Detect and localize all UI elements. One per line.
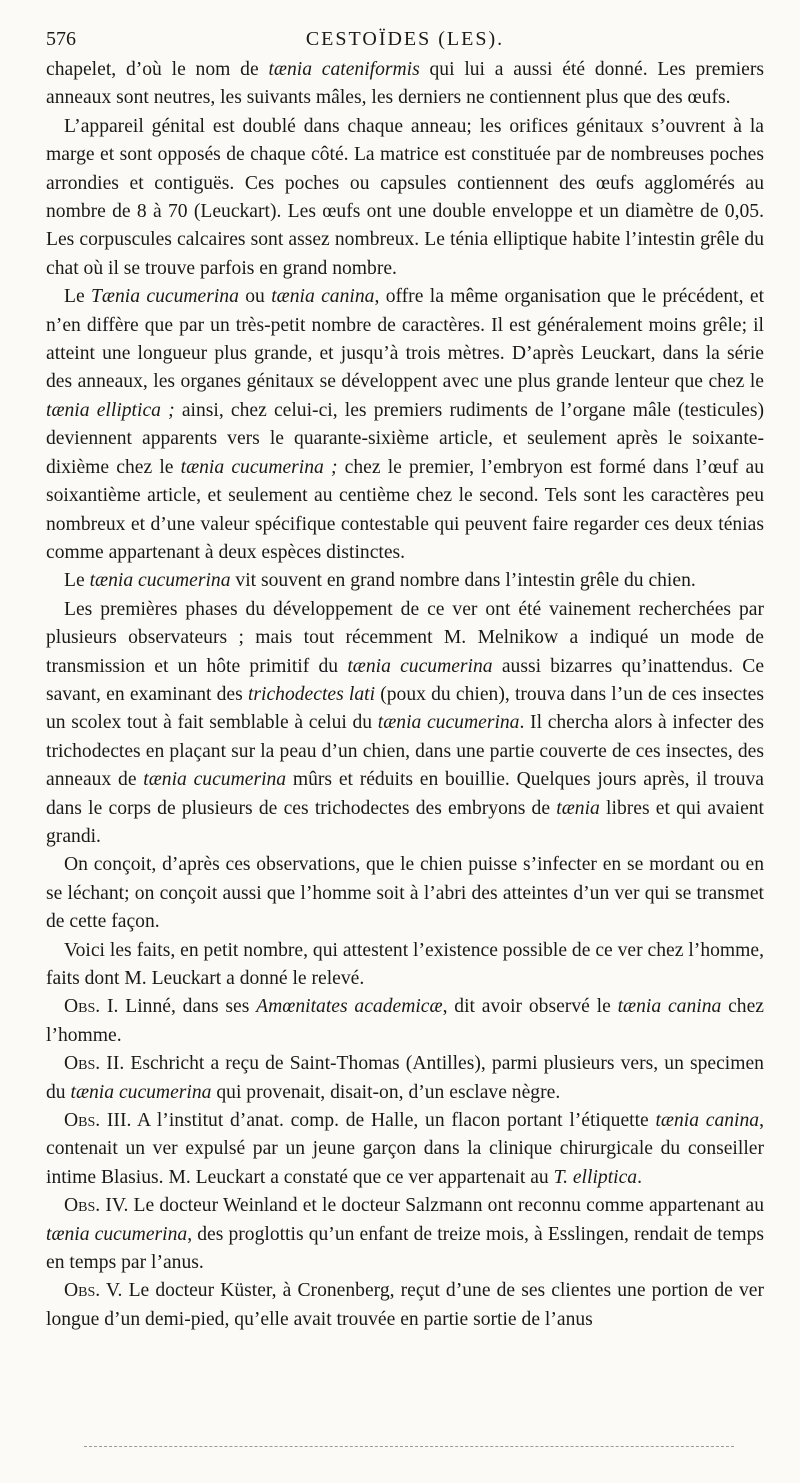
text-run: qui provenait, disait-on, d’un esclave nègre. (211, 1081, 561, 1103)
text-run: Le (64, 286, 92, 308)
italic-term: tænia canina (617, 996, 722, 1018)
page-number: 576 (46, 28, 76, 50)
text-run: Eschricht a reçu de Saint-Thomas (Antilles), parmi plusieurs vers, un specimen du (46, 1053, 764, 1103)
paragraph-p1 (46, 56, 764, 113)
paragraph-p8 (46, 993, 764, 1050)
page-header (46, 28, 764, 54)
text-run: . (637, 1166, 642, 1188)
text-run: (poux du chien), trouva dans l’un de ces insectes un scolex tout à fait semblable à celui du (46, 683, 764, 734)
paragraph-p6 (46, 851, 764, 936)
italic-term: tænia (556, 797, 600, 819)
italic-term: tænia cateniformis (268, 59, 420, 80)
italic-term: tænia cucumerina (377, 712, 520, 734)
text-run: Le docteur Küster, à Cronenberg, reçut d’une de ses clientes une portion de ver longue d’un demi-pied, qu’elle avait trouvée en partie sortie de l’anus (46, 1280, 764, 1330)
paragraph-p2 (46, 113, 764, 283)
text-run: qui lui a aussi été donné. Les premiers anneaux sont neutres, les suivants mâles, les derniers ne contiennent plus que des œufs. (46, 59, 764, 109)
observation-label: Obs. I. (64, 996, 119, 1018)
italic-term: tænia cucumerina (143, 769, 287, 791)
italic-term: tænia elliptica ; (46, 399, 175, 421)
italic-term: tænia cucumerina (89, 570, 231, 592)
text-run: ou (238, 286, 272, 308)
italic-term: tænia canina (271, 286, 375, 308)
italic-term: T. elliptica (553, 1166, 638, 1188)
italic-term: trichodectes lati (247, 683, 376, 705)
paragraph-p11 (46, 1192, 764, 1277)
text-run: Les premières phases du développement de ce ver ont été vainement recherchées par plusieurs observateurs ; mais tout récemment M. Melnikow a indiqué un mode de transmission et un hôte primitif du (46, 598, 764, 677)
paragraph-p7 (46, 937, 764, 994)
text-run: chez le premier, l’embryon est formé dans l’œuf au soixantième article, et seulement au centième chez le second. Tels sont les caractères peu nombreux et d’une valeur spécifique contestable qui peuvent faire regarder ces deux ténias comme appartenant à deux espèces distinctes. (46, 456, 765, 563)
text-run: mûrs et réduits en bouillie. Quelques jours après, il trouva dans le corps de plusieurs de ces trichodectes des embryons de (46, 769, 764, 819)
text-run: , contenait un ver expulsé par un jeune garçon dans la clinique chirurgicale du conseiller intime Blasius. M. Leuckart a constaté que ce ver appartenait au (46, 1110, 765, 1188)
italic-term: Amœnitates academicæ (256, 996, 443, 1018)
paragraph-p10 (46, 1107, 764, 1192)
footer-rule (84, 1446, 734, 1447)
text-run: On conçoit, d’après ces observations, que le chien puisse s’infecter en se mordant ou en se léchant; on conçoit aussi que l’homme soit à l’abri des atteintes d’un ver qui se transmet de cette façon. (46, 854, 764, 933)
observation-label: Obs. IV. (64, 1195, 129, 1217)
text-run: libres et qui avaient grandi. (46, 797, 765, 847)
text-run: aussi bizarres qu’inattendus. Ce savant, en examinant des (46, 655, 765, 705)
paragraph-p9 (46, 1050, 764, 1107)
text-run: Linné, dans ses (118, 996, 257, 1018)
text-run: vit souvent en grand nombre dans l’intestin grêle du chien. (230, 570, 696, 592)
observation-label: Obs. III. (64, 1110, 132, 1132)
text-run: chapelet, d’où le nom de (46, 59, 269, 80)
text-run: Voici les faits, en petit nombre, qui attestent l’existence possible de ce ver chez l’homme, faits dont M. Leuckart a donné le relevé. (46, 939, 764, 989)
italic-term: tænia cucumerina ; (180, 456, 338, 478)
paragraph-p12 (46, 1277, 764, 1334)
paragraph-p5 (46, 596, 764, 852)
running-title: CESTOÏDES (LES). (305, 28, 505, 50)
text-run: chez l’homme. (46, 996, 765, 1046)
observation-label: Obs. V. (64, 1280, 123, 1302)
text-run: L’appareil génital est doublé dans chaque anneau; les orifices génitaux s’ouvrent à la marge et sont opposés de chaque côté. La matrice est constituée par de nombreuses poches arrondies et contiguës. Ces poches ou capsules contiennent des œufs agglomérés au nombre de 8 à 70 (Leuckart). Les œufs ont une double enveloppe et un diamètre de 0,05. Les corpuscules calcaires sont assez nombreux. Le ténia elliptique habite l’intestin grêle du chat où il se trouve parfois en grand nombre. (46, 115, 764, 279)
italic-term: tænia cucumerina (347, 655, 493, 677)
text-run: Le docteur Weinland et le docteur Salzmann ont reconnu comme appartenant au (128, 1195, 764, 1217)
text-run: Le (64, 570, 90, 592)
text-run: ainsi, chez celui-ci, les premiers rudiments de l’organe mâle (testicules) deviennent apparents vers le quarante-sixième article, et seulement après le soixante-dixième chez le (46, 399, 764, 478)
text-run: , des proglottis qu’un enfant de treize mois, à Esslingen, rendait de temps en temps par l’anus. (46, 1223, 764, 1274)
paragraph-p3 (46, 283, 764, 567)
italic-term: tænia cucumerina (70, 1081, 212, 1103)
italic-term: tænia canina (655, 1110, 760, 1132)
observation-label: Obs. II. (64, 1053, 125, 1075)
body-text (46, 56, 764, 1334)
paragraph-p4 (46, 567, 764, 595)
text-run: , dit avoir observé le (442, 996, 618, 1018)
text-run: , offre la même organisation que le précédent, et n’en diffère que par un très-petit nombre de caractères. Il est généralement moins grêle; il atteint une longueur plus grande, et jusqu’à trois mètres. D’après Leuckart, dans la série des anneaux, les organes génitaux se développent avec une plus grande lenteur que chez le (46, 286, 765, 393)
text-run: A l’institut d’anat. comp. de Halle, un flacon portant l’étiquette (131, 1110, 656, 1132)
text-run: . Il chercha alors à infecter des trichodectes en plaçant sur la peau d’un chien, dans une partie couverte de ces insectes, des anneaux de (46, 712, 764, 791)
italic-term: Tænia cucumerina (91, 286, 239, 308)
italic-term: tænia cucumerina (46, 1223, 188, 1245)
